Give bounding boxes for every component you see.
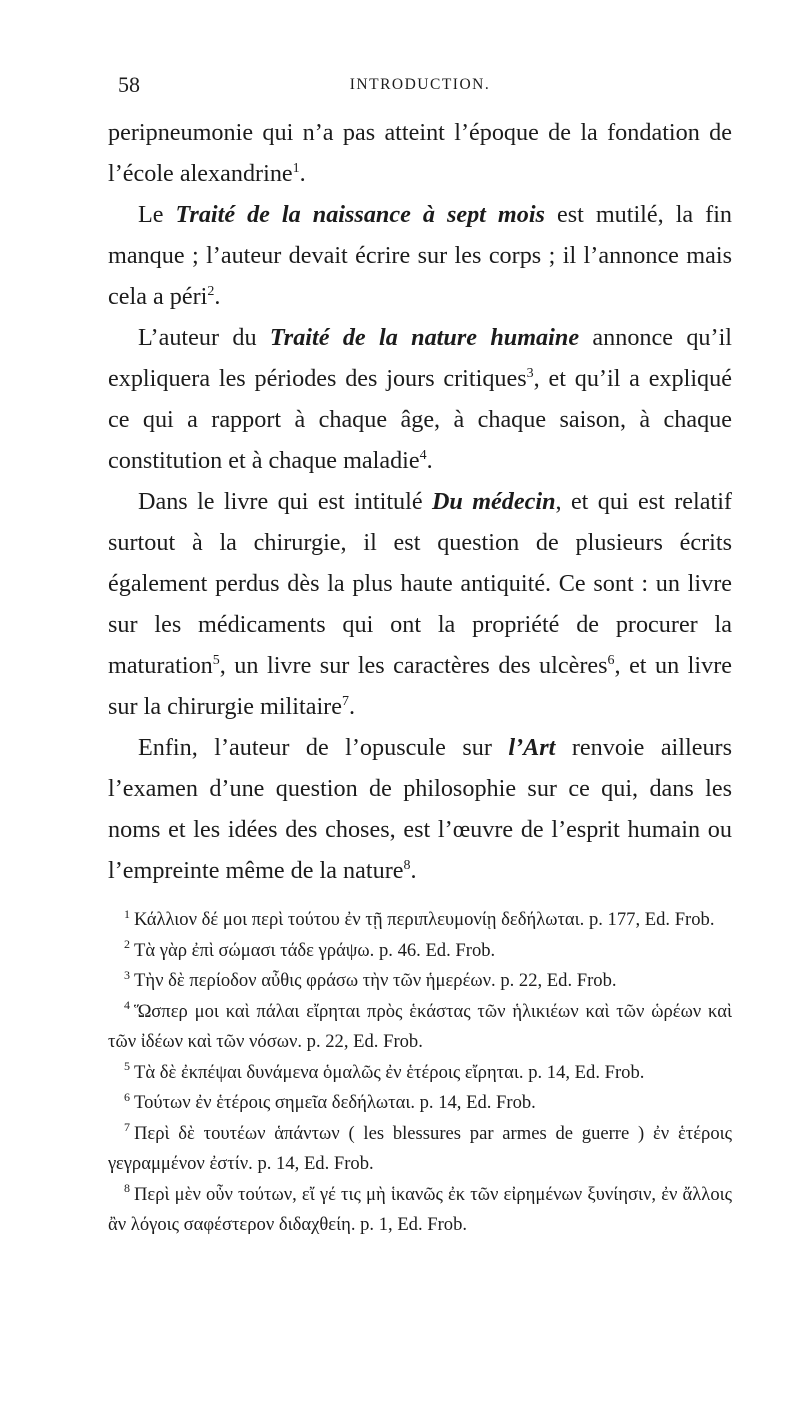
- footnote-number: 5: [124, 1059, 130, 1074]
- paragraph-1: [108, 112, 732, 194]
- work-title: Traité de la nature humaine: [269, 324, 580, 351]
- footnote-number: 3: [124, 967, 130, 982]
- footnote: [108, 905, 732, 936]
- footnote: [108, 1119, 732, 1180]
- footnote-number: 7: [124, 1120, 130, 1135]
- paragraph-1-text: peripneumonie qui n’a pas atteint l’époque de la fondation de l’école alexandrine: [108, 119, 732, 187]
- footnote-ref: 4: [419, 447, 427, 463]
- paragraph-3-tail: .: [426, 447, 433, 474]
- paragraph-4: [108, 481, 732, 727]
- footnote-text: Περὶ δὲ τουτέων ἁπάντων ( les blessures par armes de guerre ) ἐν ἑτέροις γεγραμμένον ἐστίν. p. 14, Ed. Frob.: [108, 1122, 732, 1174]
- paragraph-5: [108, 727, 732, 891]
- footnote: [108, 1088, 732, 1119]
- work-title: l’Art: [508, 734, 556, 761]
- footnote-number: 1: [124, 906, 130, 921]
- footnote-ref: 2: [207, 283, 215, 299]
- footnote-ref: 3: [526, 365, 534, 381]
- footnote-text: Κάλλιον δέ μοι περὶ τούτου ἐν τῇ περιπλευμονίῃ δεδήλωται. p. 177, Ed. Frob.: [134, 909, 715, 930]
- footnote: [108, 997, 732, 1058]
- paragraph-4-tail: .: [348, 693, 356, 720]
- page-number: 58: [118, 72, 140, 97]
- paragraph-3-lead: L’auteur du: [138, 324, 257, 351]
- book-page: [108, 72, 732, 1241]
- footnote-number: 8: [124, 1181, 130, 1196]
- footnote-number: 6: [124, 1089, 130, 1104]
- paragraph-2: [108, 194, 732, 317]
- page-header: [108, 72, 732, 104]
- footnote-ref: 5: [212, 652, 220, 668]
- footnote: [108, 966, 732, 997]
- footnote: [108, 1058, 732, 1089]
- paragraph-2-tail: .: [214, 283, 221, 310]
- footnote-ref: 1: [292, 160, 300, 176]
- paragraph-2-text: est mutilé, la fin manque ; l’auteur devait écrire sur les corps ; il l’annonce mais cela a péri: [108, 201, 733, 310]
- footnotes: [108, 905, 732, 1241]
- paragraph-4-lead: Dans le livre qui est intitulé: [138, 488, 423, 515]
- paragraph-4-text-3: , et un livre sur la chirurgie militaire: [108, 652, 733, 720]
- paragraph-1-tail: .: [299, 160, 306, 187]
- footnote-text: Τούτων ἐν ἑτέροις σημεῖα δεδήλωται. p. 14, Ed. Frob.: [134, 1092, 536, 1113]
- footnote-text: Περὶ μὲν οὖν τούτων, εἴ γέ τις μὴ ἱκανῶς ἐκ τῶν εἰρημένων ξυνίησιν, ἐν ἄλλοις ἂν λόγοις σαφέστερον διδαχθείη. p. 1, Ed. Frob.: [108, 1183, 732, 1235]
- footnote-text: Τὴν δὲ περίοδον αὖθις φράσω τὴν τῶν ἡμερέων. p. 22, Ed. Frob.: [134, 970, 617, 991]
- main-text: [108, 112, 732, 891]
- paragraph-2-lead: Le: [138, 201, 164, 228]
- footnote-ref: 8: [403, 857, 411, 873]
- footnote-text: Τὰ γὰρ ἐπὶ σώμασι τάδε γράψω. p. 46. Ed. Frob.: [134, 939, 496, 961]
- footnote-number: 4: [124, 998, 130, 1013]
- work-title: Du médecin: [431, 488, 556, 515]
- footnote-text: Τὰ δὲ ἐκπέψαι δυνάμενα ὁμαλῶς ἐν ἑτέροις εἴρηται. p. 14, Ed. Frob.: [134, 1061, 645, 1083]
- paragraph-4-text: , et qui est relatif surtout à la chirurgie, il est question de plusieurs écrits également perdus dès la plus haute antiquité. Ce sont : un livre sur les médicaments qui ont la propriété de procurer la maturation: [108, 488, 732, 679]
- footnote-text: Ὥσπερ μοι καὶ πάλαι εἴρηται πρὸς ἑκάστας τῶν ἡλικιέων καὶ τῶν ὡρέων καὶ τῶν ἰδέων καὶ τῶν νόσων. p. 22, Ed. Frob.: [108, 1000, 732, 1052]
- paragraph-5-lead: Enfin, l’auteur de l’opuscule sur: [138, 734, 492, 761]
- footnote-number: 2: [124, 937, 130, 952]
- paragraph-3-text-2: , et qu’il a expliqué ce qui a rapport à chaque âge, à chaque saison, à chaque constitution et à chaque maladie: [108, 365, 732, 474]
- footnote-ref: 7: [341, 693, 349, 709]
- footnote: [108, 936, 732, 967]
- work-title: Traité de la naissance à sept mois: [175, 201, 545, 228]
- footnote: [108, 1180, 732, 1241]
- footnote-ref: 6: [607, 652, 615, 668]
- paragraph-5-tail: .: [410, 857, 417, 884]
- running-head: INTRODUCTION.: [349, 76, 491, 93]
- paragraph-3-text: annonce qu’il expliquera les périodes des jours critiques: [108, 324, 733, 392]
- paragraph-4-text-2: , un livre sur les caractères des ulcères: [219, 652, 608, 679]
- paragraph-3: [108, 317, 732, 481]
- paragraph-5-text: renvoie ailleurs l’examen d’une question de philosophie sur ce qui, dans les noms et les idées des choses, est l’œuvre de l’esprit humain ou l’empreinte même de la nature: [108, 734, 733, 884]
